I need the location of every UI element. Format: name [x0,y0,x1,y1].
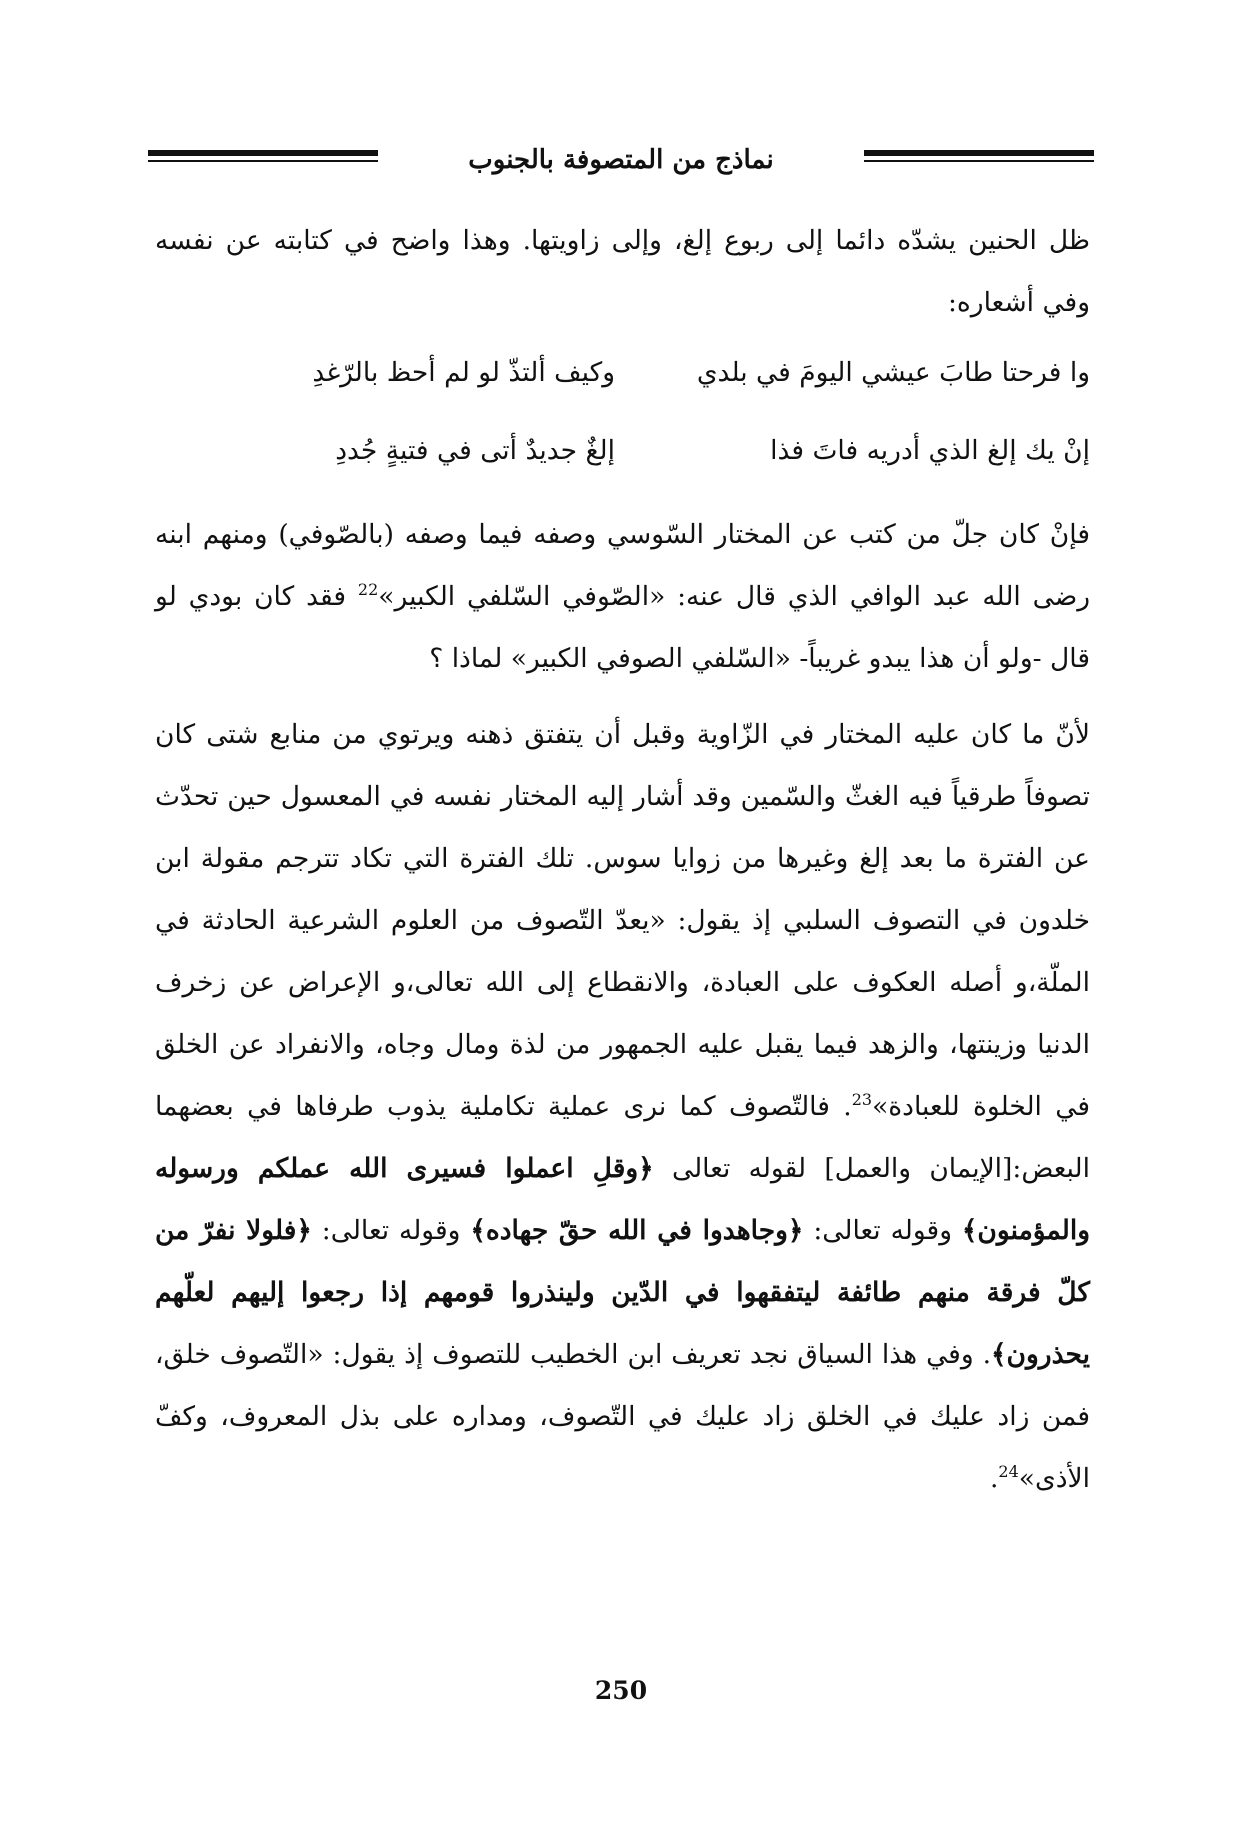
footnote-ref-24: 24 [998,1462,1019,1482]
paragraph-main-text-a: لأنّ ما كان عليه المختار في الزّاوية وقبل أن يتفتق ذهنه ويرتوي من منابع شتى كان تصوفاً طرقياً فيه الغثّ والسّمين وقد أشار إليه المختار نفسه في المعسول حين تحدّث عن الفترة ما بعد إلغ وغيرها من زوايا سوس. تلك الفترة التي تكاد تترجم مقولة ابن خلدون في التصوف السلبي إذ يقول: «يعدّ التّصوف من العلوم الشرعية الحادثة في الملّة،و أصله العكوف على العبادة، والانقطاع إلى الله تعالى،و الإعراض عن زخرف الدنيا وزينتها، والزهد فيما يقبل عليه الجمهور من لذة ومال وجاه، والانفراد عن الخلق في الخلوة للعبادة» [155,719,1091,1122]
verse-1-first-hemistich: وا فرحتا طابَ عيشي اليومَ في بلدي [696,357,1090,388]
paragraph-main-text-b: . فالتّصوف كما نرى عملية تكاملية يذوب طرفاها في بعضهما البعض:[الإيمان والعمل] لقوله تعالى [155,1091,1090,1184]
body-text [155,210,1090,1510]
footnote-ref-22: 22 [357,580,379,600]
paragraph-sufi [155,504,1090,690]
paragraph-main-text-c: وقوله تعالى: [803,1215,962,1246]
paragraph-sufi-text-a: فإنْ كان جلّ من كتب عن المختار السّوسي وصفه فيما وصفه (بالصّوفي) ومنهم ابنه رضى الله عبد الوافي الذي قال عنه: «الصّوفي السّلفي الكبير» [155,519,1090,612]
paragraph-intro: ظل الحنين يشدّه دائما إلى ربوع إلغ، وإلى زاويتها. وهذا واضح في كتابته عن نفسه وفي أشعاره: [155,225,1090,318]
verse-2-second-hemistich: إلغٌ جديدٌ أتى في فتيةٍ جُددِ [335,435,615,466]
running-header [148,140,1094,180]
header-title: نماذج من المتصوفة بالجنوب [468,145,774,175]
paragraph-main-text-d: وقوله تعالى: [311,1215,471,1246]
verse-line-2 [155,412,1090,490]
verse-line-1 [155,334,1090,412]
footnote-ref-23: 23 [851,1090,873,1110]
verse-2-first-hemistich: إنْ يك إلغ الذي أدريه فاتَ فذا [770,435,1090,466]
paragraph-main [155,704,1090,1510]
paragraph-main-text-e: . وفي هذا السياق نجد تعريف ابن الخطيب للتصوف إذ يقول: «التّصوف خلق، فمن زاد عليك في الخلق زاد عليك في التّصوف، ومداره على بذل المعروف، وكفّ الأذى» [155,1339,1090,1494]
quran-quote-3: ﴿فلولا نفرّ من كلّ فرقة منهم طائفة ليتفقهوا في الدّين ولينذروا قومهم إذا رجعوا إليهم لعلّهم يحذرون﴾ [155,1215,1090,1370]
page-number: 250 [594,1676,648,1705]
quran-quote-2: ﴿وجاهدوا في الله حقّ جهاده﴾ [470,1215,804,1246]
paragraph-main-text-f: . [989,1463,999,1494]
verse-1-second-hemistich: وكيف ألتذّ لو لم أحظ بالرّغدِ [312,357,615,388]
quran-quote-1: ﴿وقلِ اعملوا فسيرى الله عملكم ورسوله والمؤمنون﴾ [155,1153,1091,1246]
header-rule-left [148,150,378,162]
paragraph-sufi-text-b: فقد كان بودي لو قال -ولو أن هذا يبدو غريباً- «السّلفي الصوفي الكبير» لماذا ؟ [155,581,1090,674]
